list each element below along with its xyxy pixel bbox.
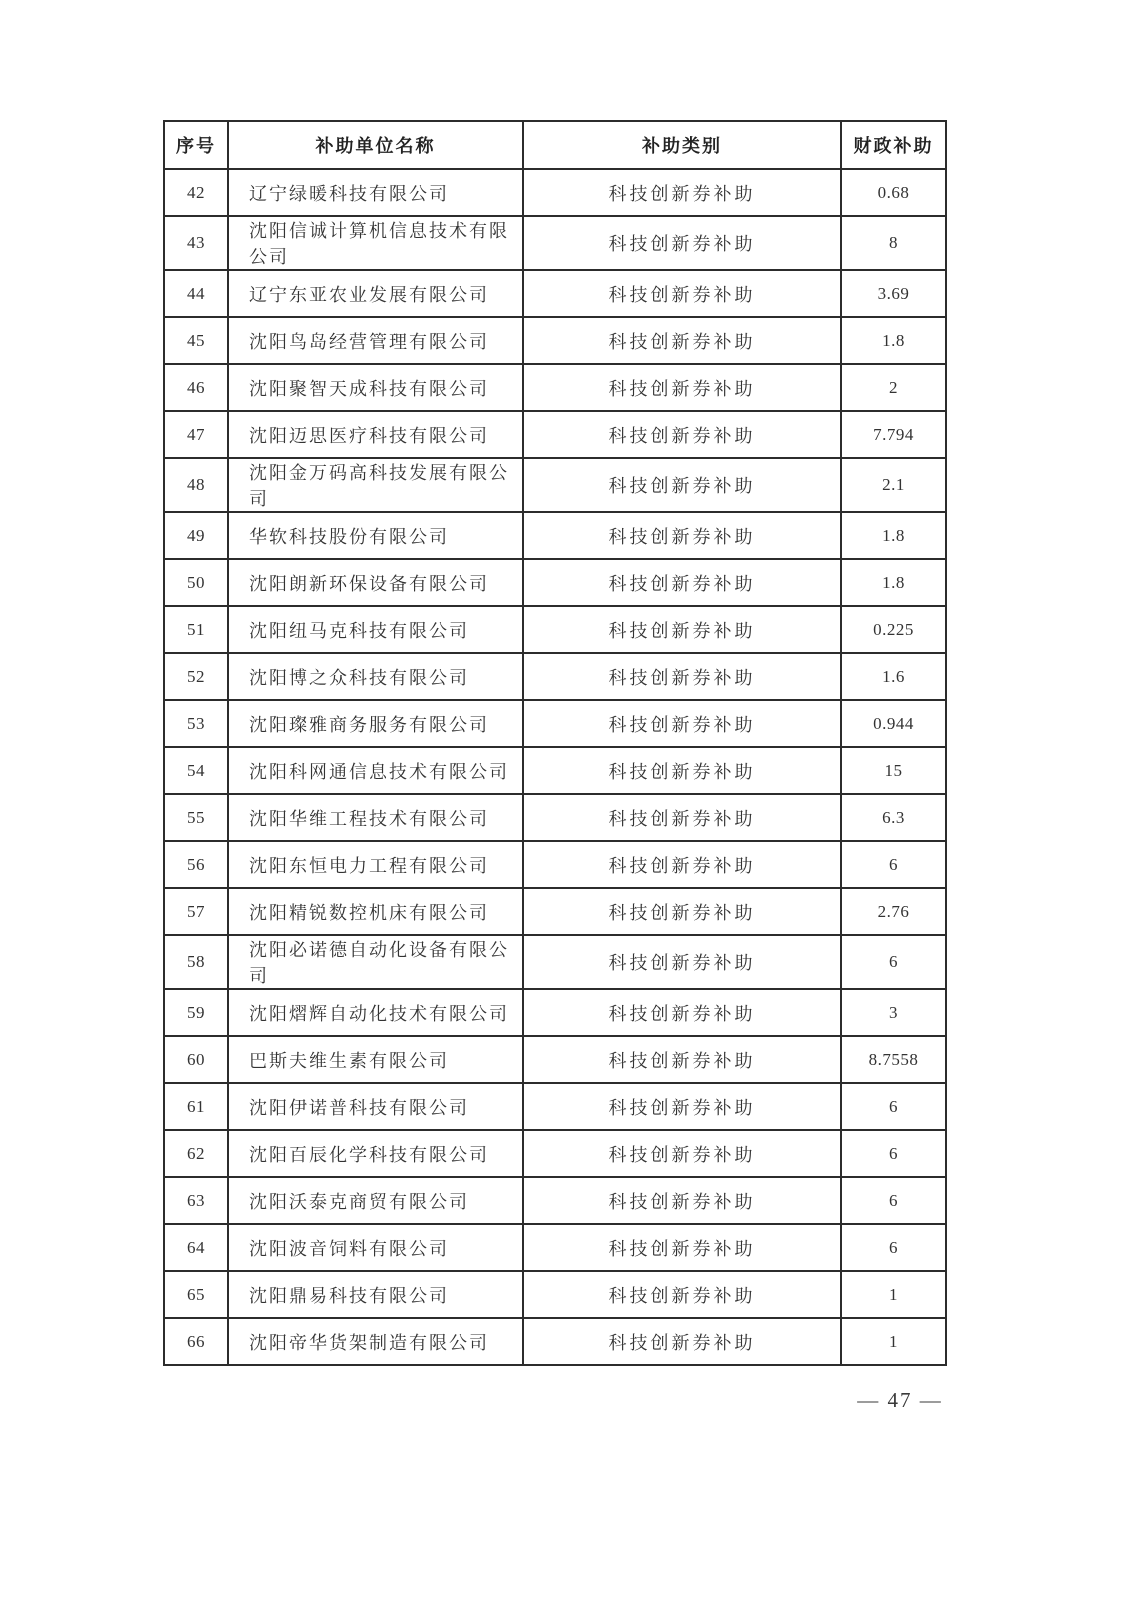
company-name-cell: 沈阳科网通信息技术有限公司 xyxy=(228,747,523,794)
table-header-row xyxy=(164,121,946,169)
subsidy-amount-cell: 3.69 xyxy=(841,270,946,317)
company-name-cell: 沈阳博之众科技有限公司 xyxy=(228,653,523,700)
subsidy-category-cell: 科技创新券补助 xyxy=(523,512,841,559)
table-row xyxy=(164,1224,946,1271)
subsidy-amount-cell: 1.8 xyxy=(841,559,946,606)
table-row xyxy=(164,653,946,700)
table-row xyxy=(164,1083,946,1130)
table-row xyxy=(164,169,946,216)
subsidy-category-cell: 科技创新券补助 xyxy=(523,888,841,935)
serial-number-cell: 55 xyxy=(164,794,228,841)
serial-number-cell: 59 xyxy=(164,989,228,1036)
table-row xyxy=(164,1036,946,1083)
subsidy-amount-cell: 6 xyxy=(841,1177,946,1224)
serial-number-cell: 52 xyxy=(164,653,228,700)
subsidy-category-cell: 科技创新券补助 xyxy=(523,559,841,606)
company-name-cell: 沈阳信诚计算机信息技术有限公司 xyxy=(228,216,523,270)
header-subsidy-category: 补助类别 xyxy=(523,121,841,169)
subsidy-amount-cell: 2.76 xyxy=(841,888,946,935)
subsidy-amount-cell: 6 xyxy=(841,1224,946,1271)
subsidy-amount-cell: 0.944 xyxy=(841,700,946,747)
subsidy-category-cell: 科技创新券补助 xyxy=(523,653,841,700)
subsidy-category-cell: 科技创新券补助 xyxy=(523,458,841,512)
serial-number-cell: 60 xyxy=(164,1036,228,1083)
company-name-cell: 巴斯夫维生素有限公司 xyxy=(228,1036,523,1083)
subsidy-amount-cell: 2.1 xyxy=(841,458,946,512)
company-name-cell: 华软科技股份有限公司 xyxy=(228,512,523,559)
company-name-cell: 沈阳精锐数控机床有限公司 xyxy=(228,888,523,935)
table-row xyxy=(164,794,946,841)
table-row xyxy=(164,458,946,512)
subsidy-amount-cell: 6 xyxy=(841,935,946,989)
serial-number-cell: 54 xyxy=(164,747,228,794)
table-row xyxy=(164,888,946,935)
table-row xyxy=(164,411,946,458)
subsidy-category-cell: 科技创新券补助 xyxy=(523,364,841,411)
subsidy-amount-cell: 7.794 xyxy=(841,411,946,458)
subsidy-amount-cell: 2 xyxy=(841,364,946,411)
subsidy-amount-cell: 3 xyxy=(841,989,946,1036)
subsidy-category-cell: 科技创新券补助 xyxy=(523,1036,841,1083)
company-name-cell: 沈阳鼎易科技有限公司 xyxy=(228,1271,523,1318)
subsidy-amount-cell: 1 xyxy=(841,1318,946,1365)
subsidy-amount-cell: 6 xyxy=(841,841,946,888)
serial-number-cell: 45 xyxy=(164,317,228,364)
page-number: — 47 — xyxy=(857,1388,943,1412)
serial-number-cell: 61 xyxy=(164,1083,228,1130)
company-name-cell: 沈阳帝华货架制造有限公司 xyxy=(228,1318,523,1365)
company-name-cell: 沈阳波音饲料有限公司 xyxy=(228,1224,523,1271)
subsidy-category-cell: 科技创新券补助 xyxy=(523,700,841,747)
subsidy-amount-cell: 6.3 xyxy=(841,794,946,841)
header-financial-subsidy: 财政补助 xyxy=(841,121,946,169)
subsidy-amount-cell: 1.6 xyxy=(841,653,946,700)
company-name-cell: 辽宁东亚农业发展有限公司 xyxy=(228,270,523,317)
company-name-cell: 沈阳百辰化学科技有限公司 xyxy=(228,1130,523,1177)
company-name-cell: 沈阳纽马克科技有限公司 xyxy=(228,606,523,653)
table-row xyxy=(164,989,946,1036)
company-name-cell: 沈阳华维工程技术有限公司 xyxy=(228,794,523,841)
table-row xyxy=(164,317,946,364)
subsidy-amount-cell: 1 xyxy=(841,1271,946,1318)
table-row xyxy=(164,841,946,888)
header-unit-name: 补助单位名称 xyxy=(228,121,523,169)
subsidy-category-cell: 科技创新券补助 xyxy=(523,411,841,458)
subsidy-amount-cell: 1.8 xyxy=(841,512,946,559)
company-name-cell: 沈阳聚智天成科技有限公司 xyxy=(228,364,523,411)
table-row xyxy=(164,364,946,411)
table-row xyxy=(164,700,946,747)
subsidy-category-cell: 科技创新券补助 xyxy=(523,794,841,841)
table-row xyxy=(164,512,946,559)
serial-number-cell: 56 xyxy=(164,841,228,888)
serial-number-cell: 57 xyxy=(164,888,228,935)
table-row xyxy=(164,1177,946,1224)
subsidy-table xyxy=(163,120,947,1366)
table-row xyxy=(164,216,946,270)
serial-number-cell: 46 xyxy=(164,364,228,411)
serial-number-cell: 58 xyxy=(164,935,228,989)
table-body xyxy=(164,169,946,1365)
subsidy-category-cell: 科技创新券补助 xyxy=(523,1271,841,1318)
serial-number-cell: 53 xyxy=(164,700,228,747)
company-name-cell: 沈阳必诺德自动化设备有限公司 xyxy=(228,935,523,989)
subsidy-category-cell: 科技创新券补助 xyxy=(523,216,841,270)
serial-number-cell: 42 xyxy=(164,169,228,216)
subsidy-category-cell: 科技创新券补助 xyxy=(523,1318,841,1365)
subsidy-category-cell: 科技创新券补助 xyxy=(523,747,841,794)
subsidy-amount-cell: 1.8 xyxy=(841,317,946,364)
serial-number-cell: 63 xyxy=(164,1177,228,1224)
serial-number-cell: 49 xyxy=(164,512,228,559)
company-name-cell: 沈阳鸟岛经营管理有限公司 xyxy=(228,317,523,364)
table-row xyxy=(164,935,946,989)
serial-number-cell: 50 xyxy=(164,559,228,606)
company-name-cell: 沈阳伊诺普科技有限公司 xyxy=(228,1083,523,1130)
serial-number-cell: 62 xyxy=(164,1130,228,1177)
table-row xyxy=(164,606,946,653)
subsidy-category-cell: 科技创新券补助 xyxy=(523,270,841,317)
table-row xyxy=(164,1271,946,1318)
subsidy-amount-cell: 0.68 xyxy=(841,169,946,216)
subsidy-amount-cell: 8 xyxy=(841,216,946,270)
company-name-cell: 沈阳沃泰克商贸有限公司 xyxy=(228,1177,523,1224)
company-name-cell: 沈阳东恒电力工程有限公司 xyxy=(228,841,523,888)
subsidy-category-cell: 科技创新券补助 xyxy=(523,317,841,364)
company-name-cell: 沈阳迈思医疗科技有限公司 xyxy=(228,411,523,458)
company-name-cell: 沈阳朗新环保设备有限公司 xyxy=(228,559,523,606)
subsidy-amount-cell: 0.225 xyxy=(841,606,946,653)
company-name-cell: 沈阳璨雅商务服务有限公司 xyxy=(228,700,523,747)
subsidy-category-cell: 科技创新券补助 xyxy=(523,1177,841,1224)
table-row xyxy=(164,1130,946,1177)
table-row xyxy=(164,747,946,794)
serial-number-cell: 64 xyxy=(164,1224,228,1271)
serial-number-cell: 66 xyxy=(164,1318,228,1365)
subsidy-amount-cell: 6 xyxy=(841,1130,946,1177)
subsidy-amount-cell: 15 xyxy=(841,747,946,794)
subsidy-amount-cell: 8.7558 xyxy=(841,1036,946,1083)
subsidy-category-cell: 科技创新券补助 xyxy=(523,606,841,653)
serial-number-cell: 43 xyxy=(164,216,228,270)
subsidy-amount-cell: 6 xyxy=(841,1083,946,1130)
subsidy-category-cell: 科技创新券补助 xyxy=(523,1130,841,1177)
serial-number-cell: 44 xyxy=(164,270,228,317)
subsidy-category-cell: 科技创新券补助 xyxy=(523,1083,841,1130)
company-name-cell: 沈阳熠辉自动化技术有限公司 xyxy=(228,989,523,1036)
company-name-cell: 辽宁绿暖科技有限公司 xyxy=(228,169,523,216)
serial-number-cell: 48 xyxy=(164,458,228,512)
table-row xyxy=(164,1318,946,1365)
serial-number-cell: 47 xyxy=(164,411,228,458)
serial-number-cell: 51 xyxy=(164,606,228,653)
serial-number-cell: 65 xyxy=(164,1271,228,1318)
company-name-cell: 沈阳金万码高科技发展有限公司 xyxy=(228,458,523,512)
table-row xyxy=(164,270,946,317)
table-row xyxy=(164,559,946,606)
header-serial-number: 序号 xyxy=(164,121,228,169)
subsidy-category-cell: 科技创新券补助 xyxy=(523,1224,841,1271)
subsidy-category-cell: 科技创新券补助 xyxy=(523,841,841,888)
subsidy-category-cell: 科技创新券补助 xyxy=(523,989,841,1036)
subsidy-category-cell: 科技创新券补助 xyxy=(523,169,841,216)
subsidy-category-cell: 科技创新券补助 xyxy=(523,935,841,989)
